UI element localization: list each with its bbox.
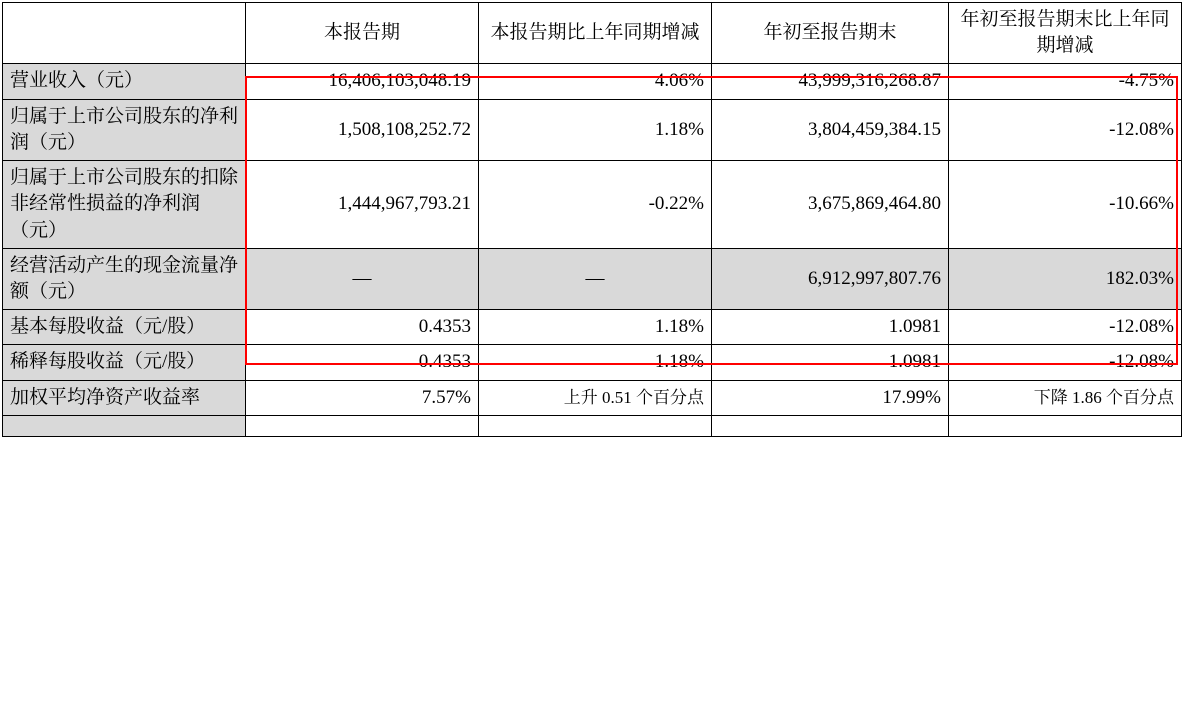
cell-basic-eps-current-change: 1.18% (479, 310, 712, 345)
row-label-revenue: 营业收入（元） (3, 64, 246, 99)
cell-net-profit-ytd: 3,804,459,384.15 (712, 99, 949, 160)
table-row (3, 310, 1182, 345)
cell-adjusted-net-profit-ytd-change: -10.66% (949, 161, 1182, 249)
cell-basic-eps-ytd-change: -12.08% (949, 310, 1182, 345)
row-label-adjusted-net-profit: 归属于上市公司股东的扣除非经常性损益的净利润（元） (3, 161, 246, 249)
cell-diluted-eps-current: 0.4353 (246, 345, 479, 380)
cell-adjusted-net-profit-current: 1,444,967,793.21 (246, 161, 479, 249)
table-row (3, 99, 1182, 160)
cell-net-profit-current: 1,508,108,252.72 (246, 99, 479, 160)
cell-net-profit-ytd-change: -12.08% (949, 99, 1182, 160)
cell-revenue-current-change: 4.06% (479, 64, 712, 99)
cell-partial-4 (949, 415, 1182, 436)
cell-basic-eps-ytd: 1.0981 (712, 310, 949, 345)
header-cell-current-change: 本报告期比上年同期增减 (479, 3, 712, 64)
cell-partial-3 (712, 415, 949, 436)
header-cell-current-period: 本报告期 (246, 3, 479, 64)
cell-roe-ytd-change: 下降 1.86 个百分点 (949, 380, 1182, 415)
header-cell-ytd: 年初至报告期末 (712, 3, 949, 64)
cell-net-profit-current-change: 1.18% (479, 99, 712, 160)
cell-partial-1 (246, 415, 479, 436)
cell-diluted-eps-ytd: 1.0981 (712, 345, 949, 380)
header-cell-ytd-change: 年初至报告期末比上年同期增减 (949, 3, 1182, 64)
financial-summary-table (2, 2, 1182, 437)
row-label-diluted-eps: 稀释每股收益（元/股） (3, 345, 246, 380)
cell-revenue-current: 16,406,103,048.19 (246, 64, 479, 99)
row-label-net-profit: 归属于上市公司股东的净利润（元） (3, 99, 246, 160)
cell-operating-cashflow-current: — (246, 248, 479, 309)
cell-partial-2 (479, 415, 712, 436)
table-row (3, 248, 1182, 309)
row-label-partial (3, 415, 246, 436)
cell-diluted-eps-ytd-change: -12.08% (949, 345, 1182, 380)
header-cell-blank (3, 3, 246, 64)
table-header-row (3, 3, 1182, 64)
table-row-partial (3, 415, 1182, 436)
cell-operating-cashflow-ytd-change: 182.03% (949, 248, 1182, 309)
cell-roe-current-change: 上升 0.51 个百分点 (479, 380, 712, 415)
table-row (3, 380, 1182, 415)
cell-roe-current: 7.57% (246, 380, 479, 415)
cell-operating-cashflow-ytd: 6,912,997,807.76 (712, 248, 949, 309)
cell-roe-ytd: 17.99% (712, 380, 949, 415)
financial-table-sheet (0, 2, 1183, 704)
cell-diluted-eps-current-change: 1.18% (479, 345, 712, 380)
cell-basic-eps-current: 0.4353 (246, 310, 479, 345)
cell-adjusted-net-profit-ytd: 3,675,869,464.80 (712, 161, 949, 249)
table-row (3, 161, 1182, 249)
cell-revenue-ytd-change: -4.75% (949, 64, 1182, 99)
table-row (3, 345, 1182, 380)
row-label-roe: 加权平均净资产收益率 (3, 380, 246, 415)
row-label-basic-eps: 基本每股收益（元/股） (3, 310, 246, 345)
row-label-operating-cashflow: 经营活动产生的现金流量净额（元） (3, 248, 246, 309)
table-row (3, 64, 1182, 99)
cell-adjusted-net-profit-current-change: -0.22% (479, 161, 712, 249)
cell-revenue-ytd: 43,999,316,268.87 (712, 64, 949, 99)
cell-operating-cashflow-current-change: — (479, 248, 712, 309)
